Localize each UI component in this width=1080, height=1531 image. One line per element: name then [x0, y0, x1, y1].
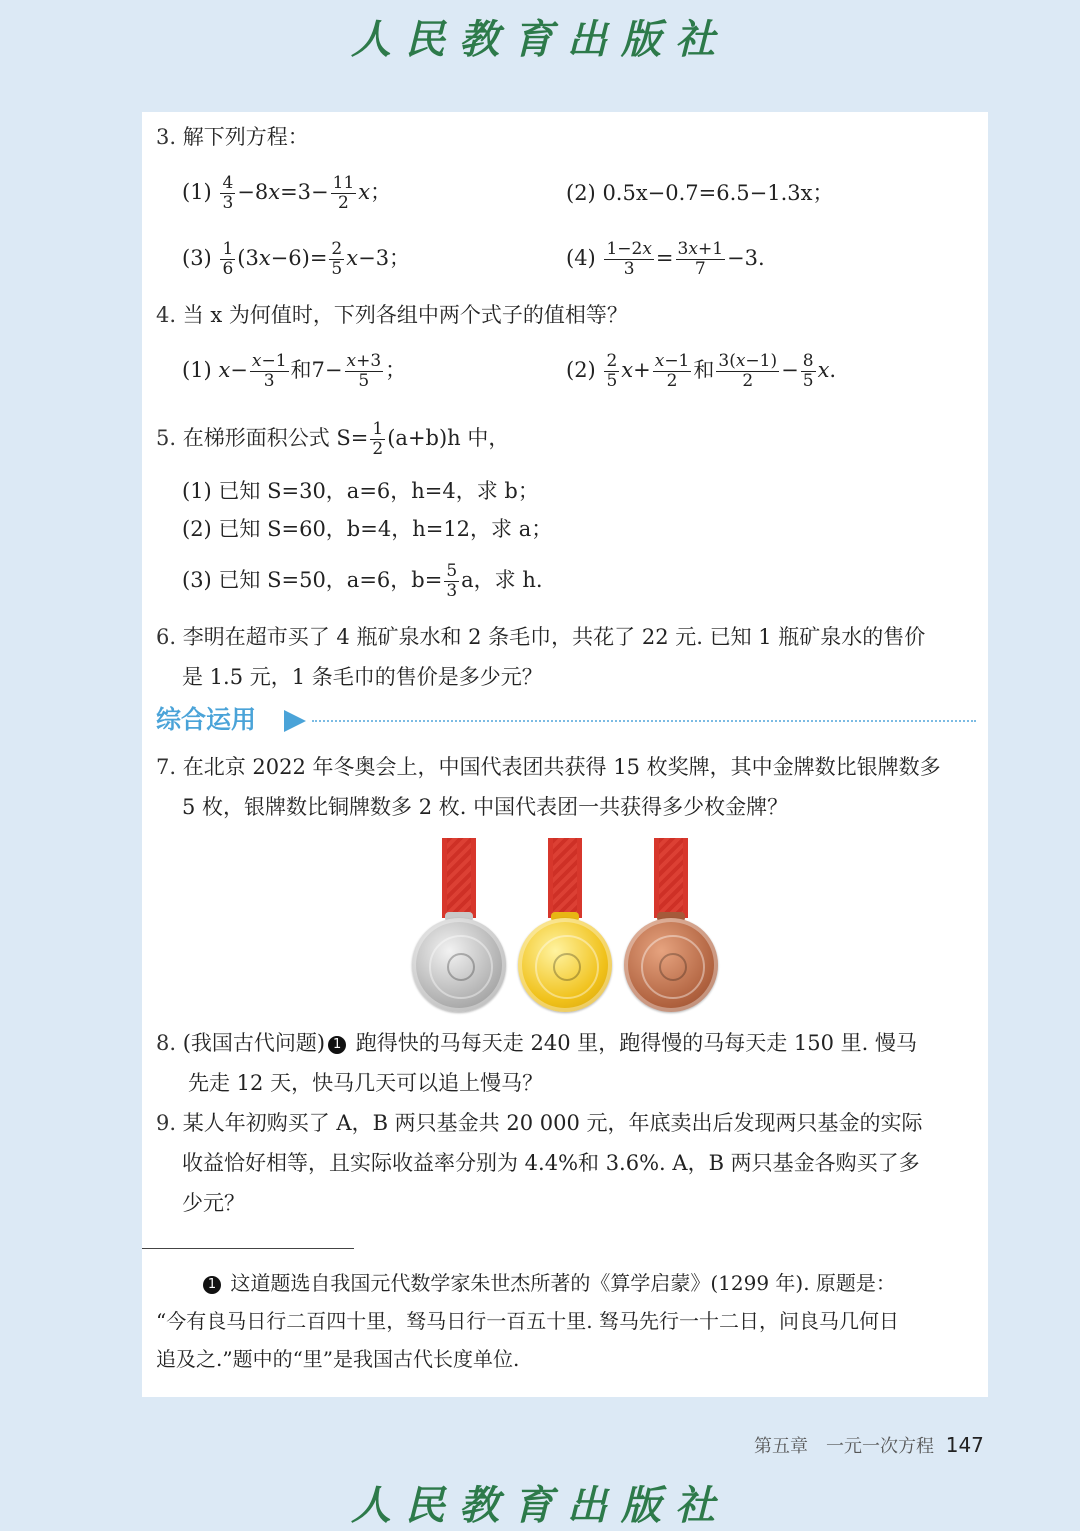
- problem-number: 7.: [156, 755, 177, 779]
- equation-text: 0.5x−0.7=6.5−1.3x；: [602, 181, 834, 205]
- problem-3: [156, 122, 309, 152]
- fraction: $\frac{1}{6}$: [222, 239, 234, 279]
- problem-5-sub-3: [182, 562, 543, 601]
- chapter-title: 第五章 一元一次方程: [754, 1436, 934, 1457]
- fraction: $\frac{4}{3}$: [222, 173, 234, 213]
- and-word: 和: [693, 358, 715, 382]
- footnote-line-3: 追及之.”题中的“里”是我国古代长度单位.: [156, 1347, 520, 1371]
- fraction: $\frac{11}{2}$: [332, 173, 355, 213]
- subpart-label: (3): [182, 246, 212, 270]
- problem-8: [156, 1028, 917, 1058]
- problem-stem-pre: 在梯形面积公式 S=: [182, 426, 369, 450]
- problem-stem-post: (a+b)h 中，: [387, 426, 510, 450]
- footnote-line-2: “今有良马日行二百四十里，驽马日行一百五十里. 驽马先行一十二日，问良马几何日: [156, 1309, 899, 1333]
- publisher-watermark-bottom: 人民教育出版社: [351, 1482, 729, 1529]
- footnote-text: 这道题选自我国元代数学家朱世杰所著的《算学启蒙》(1299 年). 原题是：: [230, 1271, 896, 1295]
- problem-text-line: 某人年初购买了 A，B 两只基金共 20 000 元，年底卖出后发现两只基金的实际: [182, 1111, 923, 1135]
- problem-number: 3.: [156, 125, 177, 149]
- problem-text-line: 在北京 2022 年冬奥会上，中国代表团共获得 15 枚奖牌，其中金牌数比银牌数多: [182, 755, 941, 779]
- problem-8-line-2: 先走 12 天，快马几天可以追上慢马？: [188, 1071, 544, 1095]
- play-arrow-icon: [284, 710, 306, 732]
- problem-9-line-2: 收益恰好相等，且实际收益率分别为 4.4%和 3.6%. A，B 两只基金各购买了多: [182, 1151, 920, 1175]
- problem-7-line-2: 5 枚，银牌数比铜牌数多 2 枚. 中国代表团一共获得多少枚金牌？: [182, 795, 789, 819]
- problem-number: 8.: [156, 1031, 177, 1055]
- problem-text-line: 李明在超市买了 4 瓶矿泉水和 2 条毛巾，共花了 22 元. 已知 1 瓶矿泉水的售价: [182, 625, 926, 649]
- problem-9: [156, 1108, 923, 1138]
- problem-5-sub-2: (2) 已知 S=60，b=4，h=12，求 a；: [182, 517, 553, 541]
- problem-3-eq-2: [566, 178, 834, 208]
- fraction: $\frac{x-1}{2}$: [654, 351, 690, 391]
- problem-4-pair-1: (1) x− $\frac{x-1}{3}$ 和7− $\frac{x+3}{5}$ ；: [182, 351, 407, 391]
- fraction: $\frac{2}{5}$: [331, 239, 343, 279]
- footnote-line-1: [200, 1264, 896, 1302]
- problem-5: [156, 420, 509, 459]
- problem-9-line-3: 少元？: [182, 1191, 245, 1215]
- and-word: 和: [290, 358, 312, 382]
- textbook-page: [142, 112, 988, 1397]
- page-number: 147: [945, 1433, 984, 1457]
- olympic-medals-image: [412, 838, 722, 1010]
- subpart-label: (2): [566, 181, 596, 205]
- problem-3-eq-4: (4) $\frac{1-2x}{3}$ = $\frac{3x+1}{7}$ −3.: [566, 239, 765, 279]
- fraction: $\frac{1}{2}$: [372, 419, 384, 459]
- footnote-marker-icon: 1: [203, 1276, 221, 1294]
- publisher-watermark-top: 人民教育出版社: [351, 16, 729, 63]
- section-title: 综合运用: [156, 705, 257, 734]
- problem-text-pre: (我国古代问题): [182, 1031, 326, 1055]
- fraction: $\frac{x-1}{3}$: [251, 351, 287, 391]
- problem-7: [156, 752, 941, 782]
- fraction: $\frac{1-2x}{3}$: [606, 239, 652, 279]
- subpart-label: (1): [182, 358, 212, 382]
- footnote-marker-icon[interactable]: 1: [328, 1036, 346, 1054]
- subpart-label: (2): [566, 358, 596, 382]
- footnote-divider: [142, 1248, 354, 1249]
- fraction: $\frac{5}{3}$: [446, 561, 458, 601]
- dotted-divider: [312, 720, 976, 722]
- problem-stem: 当 x 为何值时，下列各组中两个式子的值相等？: [182, 303, 628, 327]
- fraction: $\frac{3x+1}{7}$: [677, 239, 724, 279]
- section-header: [156, 702, 976, 738]
- subpart-text-pre: (3) 已知 S=50，a=6，b=: [182, 568, 443, 592]
- problem-3-eq-1: (1) $\frac{4}{3}$ −8x=3− $\frac{11}{2}$ x；: [182, 173, 392, 213]
- fraction: $\frac{8}{5}$: [802, 351, 814, 391]
- page-footer: [754, 1432, 984, 1458]
- problem-3-eq-3: (3) $\frac{1}{6}$ (3x−6)= $\frac{2}{5}$ x−3；: [182, 239, 411, 279]
- problem-number: 5.: [156, 426, 177, 450]
- problem-stem: 解下列方程：: [182, 125, 309, 149]
- problem-5-sub-1: (1) 已知 S=30，a=6，h=4，求 b；: [182, 479, 539, 503]
- fraction: $\frac{3(x-1)}{2}$: [718, 351, 778, 391]
- problem-4: [156, 300, 628, 330]
- fraction: $\frac{2}{5}$: [606, 351, 618, 391]
- problem-number: 4.: [156, 303, 177, 327]
- problem-6: [156, 622, 925, 652]
- problem-4-pair-2: (2) $\frac{2}{5}$ x+ $\frac{x-1}{2}$ 和 $\frac{3(x-1)}{2}$ − $\frac{8}{5}$ x.: [566, 351, 837, 391]
- subpart-text-post: a，求 h.: [461, 568, 543, 592]
- problem-6-line-2: 是 1.5 元，1 条毛巾的售价是多少元？: [182, 665, 543, 689]
- problem-text-post: 跑得快的马每天走 240 里，跑得慢的马每天走 150 里. 慢马: [349, 1031, 918, 1055]
- fraction: $\frac{x+3}{5}$: [346, 351, 382, 391]
- problem-number: 9.: [156, 1111, 177, 1135]
- subpart-label: (4): [566, 246, 596, 270]
- problem-number: 6.: [156, 625, 177, 649]
- subpart-label: (1): [182, 180, 212, 204]
